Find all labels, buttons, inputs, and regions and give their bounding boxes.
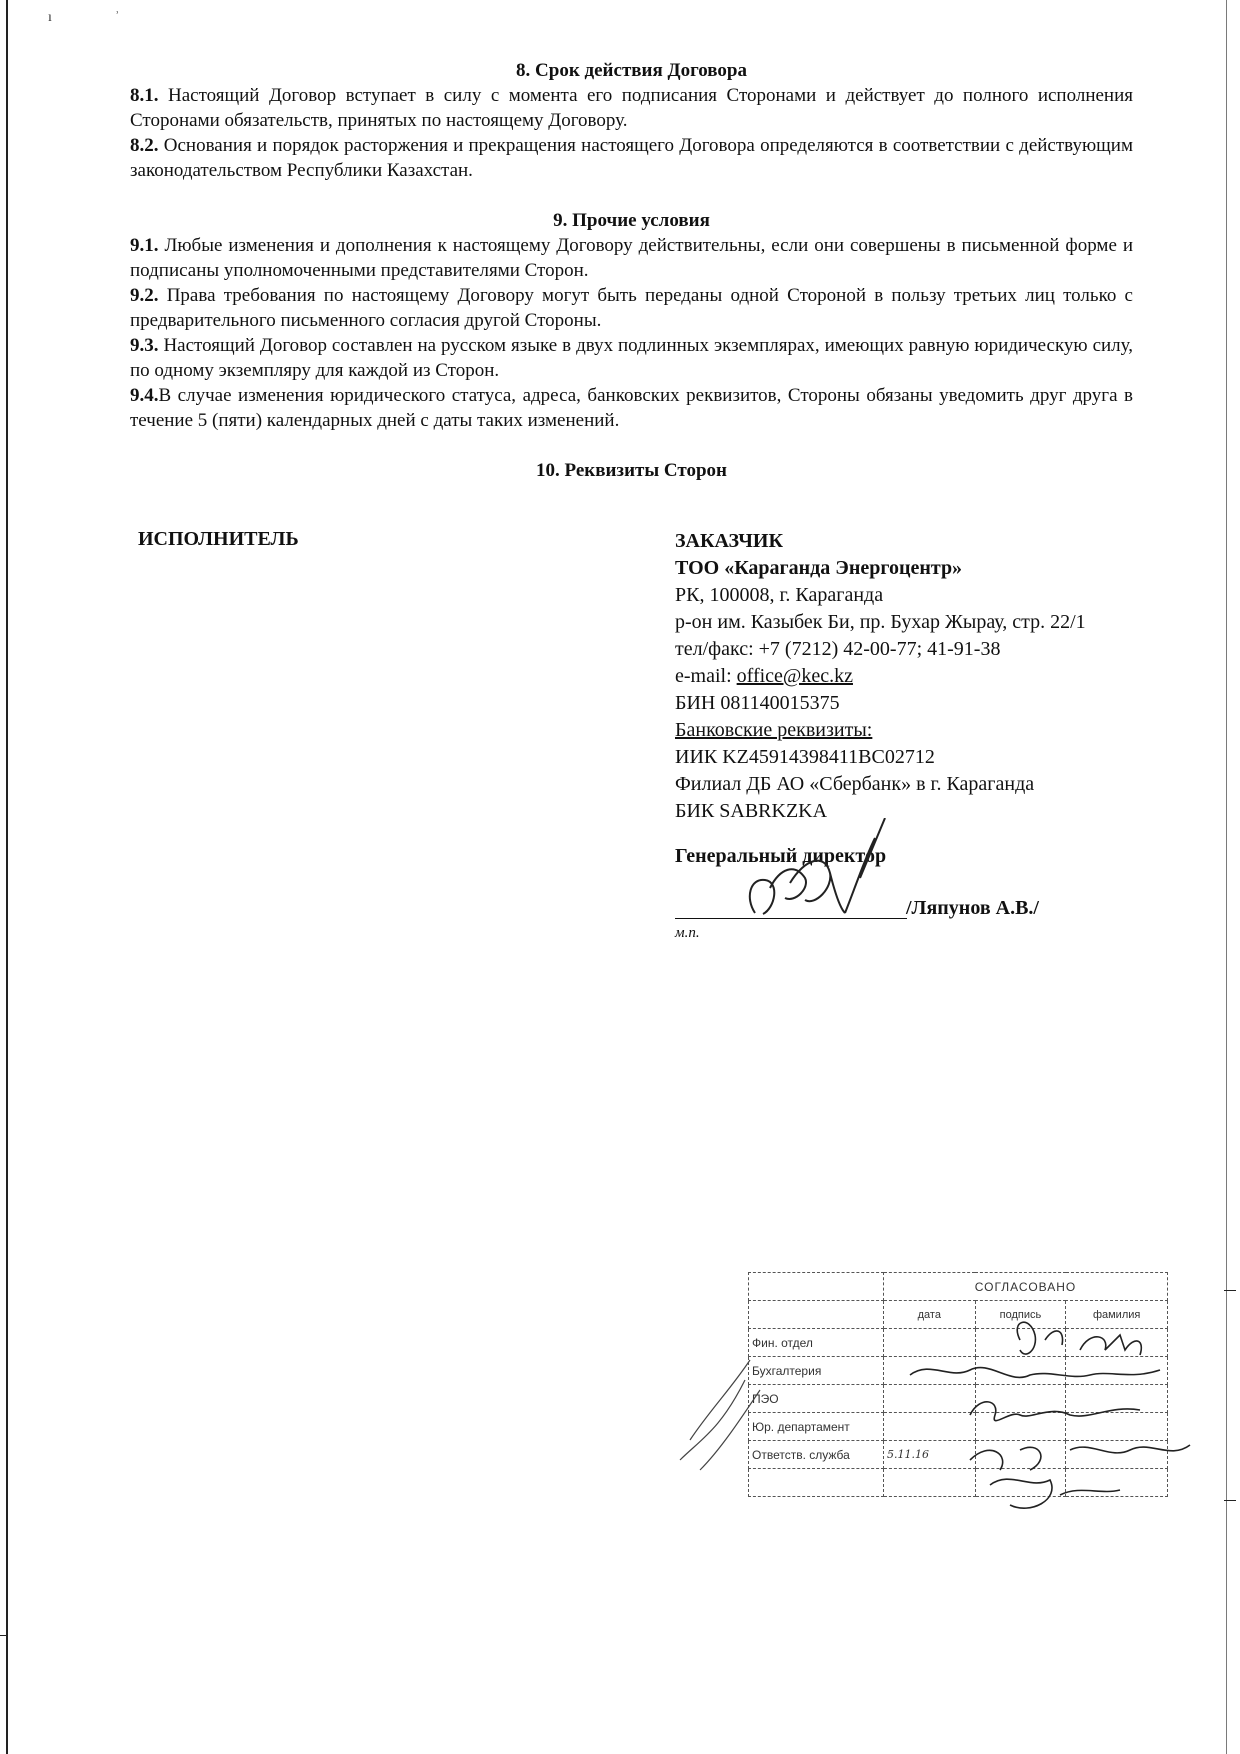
stamp-dept: Бухгалтерия bbox=[749, 1357, 884, 1385]
customer-bank-label: Банковские реквизиты: bbox=[675, 719, 873, 741]
stamp-row bbox=[749, 1329, 1168, 1357]
clause-8-2: 8.2. Основания и порядок расторжения и прекращения настоящего Договора определяются в соответствии с действующим законодательством Республики Казахстан. bbox=[130, 135, 1133, 181]
stamp-dept: Ответств. служба bbox=[749, 1441, 884, 1469]
customer-bank: Филиал ДБ АО «Сбербанк» в г. Караганда bbox=[675, 773, 1035, 795]
customer-requisites bbox=[675, 528, 1086, 825]
customer-bik: БИК SABRKZKA bbox=[675, 800, 828, 822]
customer-iik: ИИК KZ45914398411BC02712 bbox=[675, 746, 935, 768]
stamp-dept: ПЭО bbox=[749, 1385, 884, 1413]
stamp-blank-cell bbox=[749, 1273, 884, 1301]
customer-email-row: e-mail: office@kec.kz bbox=[675, 665, 853, 687]
stamp-date bbox=[884, 1385, 976, 1413]
scan-speck: ı bbox=[48, 10, 52, 25]
scan-speck: ʾ bbox=[115, 10, 120, 25]
stamp-row bbox=[749, 1357, 1168, 1385]
scan-tick bbox=[0, 1635, 8, 1636]
customer-phone: тел/факс: +7 (7212) 42-00-77; 41-91-38 bbox=[675, 638, 1001, 660]
stamp-row bbox=[749, 1441, 1168, 1469]
scan-edge-left bbox=[6, 0, 8, 1754]
approval-stamp bbox=[748, 1272, 1168, 1486]
stamp-row bbox=[749, 1413, 1168, 1441]
clause-9-4: 9.4.В случае изменения юридического статуса, адреса, банковских реквизитов, Стороны обязаны уведомить друг друга в течение 5 (пяти) календарных дней с даты таких изменений. bbox=[130, 385, 1133, 431]
scan-edge-right bbox=[1226, 0, 1227, 1754]
stamp-title: СОГЛАСОВАНО bbox=[884, 1273, 1168, 1301]
stamp-date: 5.11.16 bbox=[884, 1441, 976, 1469]
clause-9-2: 9.2. Права требования по настоящему Договору могут быть переданы одной Стороной в пользу третьих лиц только с предварительного письменного согласия другой Стороны. bbox=[130, 285, 1133, 331]
stamp-row bbox=[749, 1385, 1168, 1413]
scan-tick bbox=[1224, 1500, 1236, 1501]
stamp-place-label: м.п. bbox=[675, 925, 700, 941]
customer-address-city: РК, 100008, г. Караганда bbox=[675, 584, 884, 606]
stamp-date bbox=[884, 1413, 976, 1441]
stamp-col-sign: подпись bbox=[975, 1301, 1066, 1329]
scan-tick bbox=[1224, 1290, 1236, 1291]
clause-9-3: 9.3. Настоящий Договор составлен на русском языке в двух подлинных экземплярах, имеющих равную юридическую силу, по одному экземпляру для каждой из Сторон. bbox=[130, 335, 1133, 381]
customer-company: ТОО «Караганда Энергоцентр» bbox=[675, 557, 963, 579]
stamp-dept: Фин. отдел bbox=[749, 1329, 884, 1357]
director-title: Генеральный директор bbox=[675, 845, 887, 867]
customer-bin: БИН 081140015375 bbox=[675, 692, 840, 714]
section-9-heading: 9. Прочие условия bbox=[553, 210, 710, 231]
section-10-heading: 10. Реквизиты Сторон bbox=[535, 460, 727, 481]
stamp-col-date: дата bbox=[884, 1301, 976, 1329]
stamp-blank-cell bbox=[749, 1301, 884, 1329]
executor-label: ИСПОЛНИТЕЛЬ bbox=[138, 528, 299, 550]
stamp-col-name: фамилия bbox=[1066, 1301, 1168, 1329]
director-name: /Ляпунов А.В./ bbox=[906, 897, 1039, 919]
customer-address-street: р-он им. Казыбек Би, пр. Бухар Жырау, стр. 22/1 bbox=[675, 611, 1086, 633]
stamp-date bbox=[884, 1357, 976, 1385]
customer-email-link[interactable]: office@kec.kz bbox=[736, 665, 853, 687]
approval-table bbox=[748, 1272, 1168, 1497]
stamp-dept: Юр. департамент bbox=[749, 1413, 884, 1441]
contract-body bbox=[130, 58, 1133, 483]
customer-label: ЗАКАЗЧИК bbox=[675, 530, 783, 552]
stamp-date bbox=[884, 1329, 976, 1357]
clause-9-1: 9.1. Любые изменения и дополнения к настоящему Договору действительны, если они совершены в письменной форме и подписаны уполномоченными представителями Сторон. bbox=[130, 235, 1133, 281]
director-signature bbox=[735, 818, 905, 928]
section-8-heading: 8. Срок действия Договора bbox=[516, 60, 747, 81]
clause-8-1: 8.1. Настоящий Договор вступает в силу с момента его подписания Сторонами и действует до полного исполнения Сторонами обязательств, принятых по настоящему Договору. bbox=[130, 85, 1133, 131]
